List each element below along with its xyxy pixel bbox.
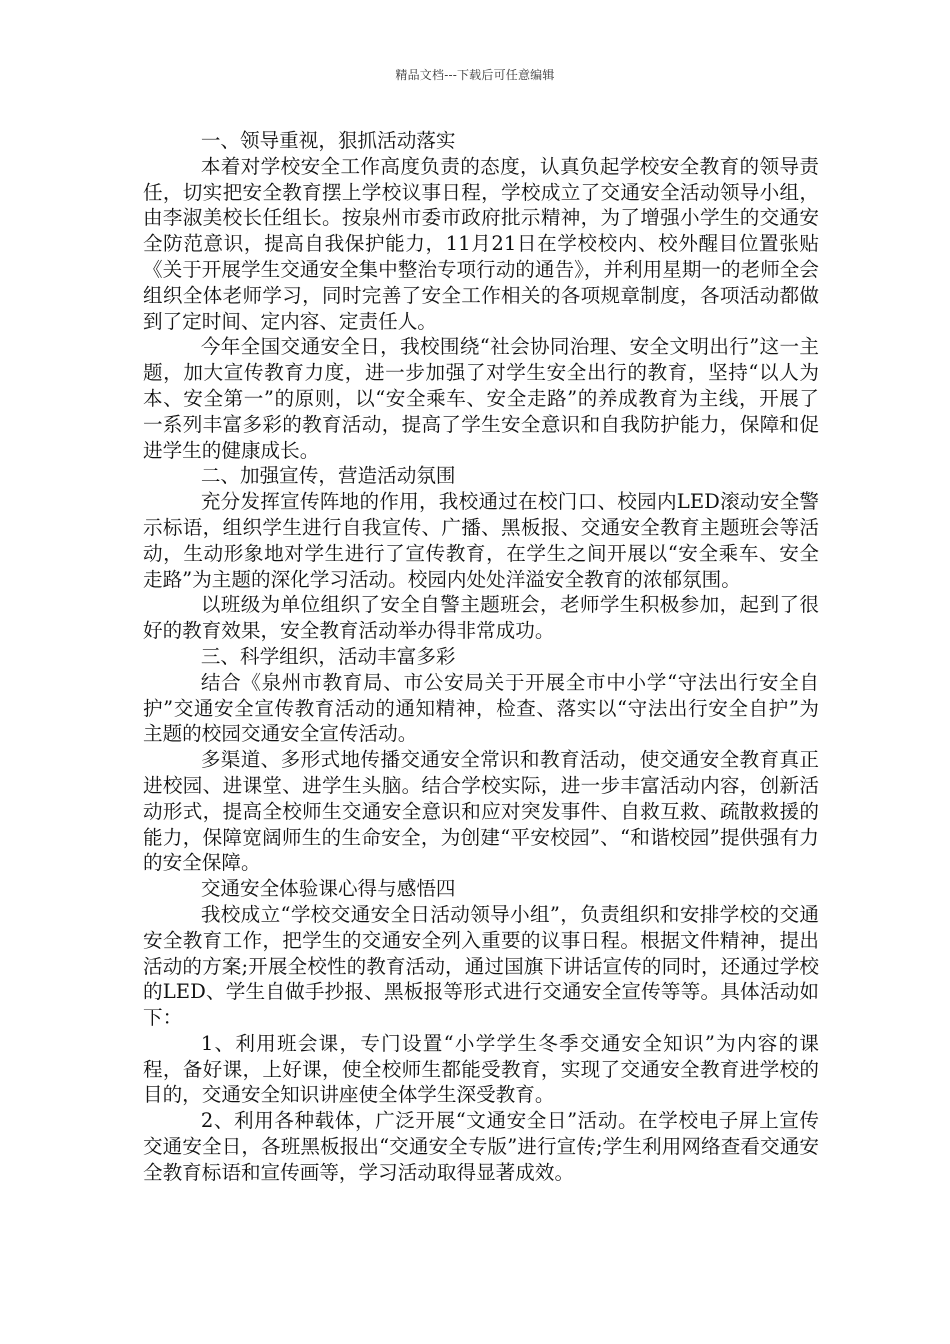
paragraph: 多渠道、多形式地传播交通安全常识和教育活动，使交通安全教育真正进校园、进课堂、进学生头脑。结合学校实际，进一步丰富活动内容，创新活动形式，提高全校师生交通安全意识和应对突发事件、自救互救、疏散救援的能力，保障宽阔师生的生命安全，为创建“平安校园”、“和谐校园”提供强有力的安全保障。 — [143, 748, 819, 875]
paragraph: 充分发挥宣传阵地的作用，我校通过在校门口、校园内LED滚动安全警示标语，组织学生进行自我宣传、广播、黑板报、交通安全教育主题班会等活动，生动形象地对学生进行了宣传教育，在学生之间开展以“安全乘车、安全走路”为主题的深化学习活动。校园内处处洋溢安全教育的浓郁氛围。 — [143, 490, 819, 591]
paragraph: 以班级为单位组织了安全自警主题班会，老师学生积极参加，起到了很好的教育效果，安全教育活动举办得非常成功。 — [143, 593, 819, 643]
paragraph: 今年全国交通安全日，我校围绕“社会协同治理、安全文明出行”这一主题，加大宣传教育力度，进一步加强了对学生安全出行的教育，坚持“以人为本、安全第一”的原则，以“安全乘车、安全走路”的养成教育为主线，开展了一系列丰富多彩的教育活动，提高了学生安全意识和自我防护能力，保障和促进学生的健康成长。 — [143, 335, 819, 462]
heading-2: 二、加强宣传，营造活动氛围 — [200, 464, 456, 488]
page-header: 精品文档---下载后可任意编辑 — [395, 68, 555, 82]
list-item: 2、利用各种载体，广泛开展“文通安全日”活动。在学校电子屏上宣传交通安全日，各班黑板报出“交通安全专版”进行宣传;学生利用网络查看交通安全教育标语和宣传画等，学习活动取得显著成效。 — [143, 1109, 819, 1184]
document-body — [143, 128, 819, 1186]
paragraph: 本着对学校安全工作高度负责的态度，认真负起学校安全教育的领导责任，切实把安全教育摆上学校议事日程，学校成立了交通安全活动领导小组，由李淑美校长任组长。按泉州市委市政府批示精神，为了增强小学生的交通安全防范意识，提高自我保护能力，11月21日在学校校内、校外醒目位置张贴《关于开展学生交通安全集中整治专项行动的通告》，并利用星期一的老师全会组织全体老师学习，同时完善了安全工作相关的各项规章制度，各项活动都做到了定时间、定内容、定责任人。 — [143, 154, 819, 333]
list-item: 1、利用班会课，专门设置“小学学生冬季交通安全知识”为内容的课程，备好课，上好课，使全校师生都能受教育，实现了交通安全教育进学校的目的，交通安全知识讲座使全体学生深受教育。 — [143, 1031, 819, 1107]
paragraph: 我校成立“学校交通安全日活动领导小组”，负责组织和安排学校的交通安全教育工作，把学生的交通安全列入重要的议事日程。根据文件精神，提出活动的方案;开展全校性的教育活动，通过国旗下讲话宣传的同时，还通过学校的LED、学生自做手抄报、黑板报等形式进行交通安全宣传等等。具体活动如下： — [143, 902, 819, 1030]
heading-3: 三、科学组织，活动丰富多彩 — [200, 644, 456, 668]
heading-1: 一、领导重视，狠抓活动落实 — [200, 129, 456, 152]
heading-4: 交通安全体验课心得与感悟四 — [200, 877, 456, 901]
paragraph: 结合《泉州市教育局、市公安局关于开展全市中小学“守法出行安全自护”交通安全宣传教育活动的通知精神，检查、落实以“守法出行安全自护”为主题的校园交通安全宣传活动。 — [143, 670, 819, 746]
